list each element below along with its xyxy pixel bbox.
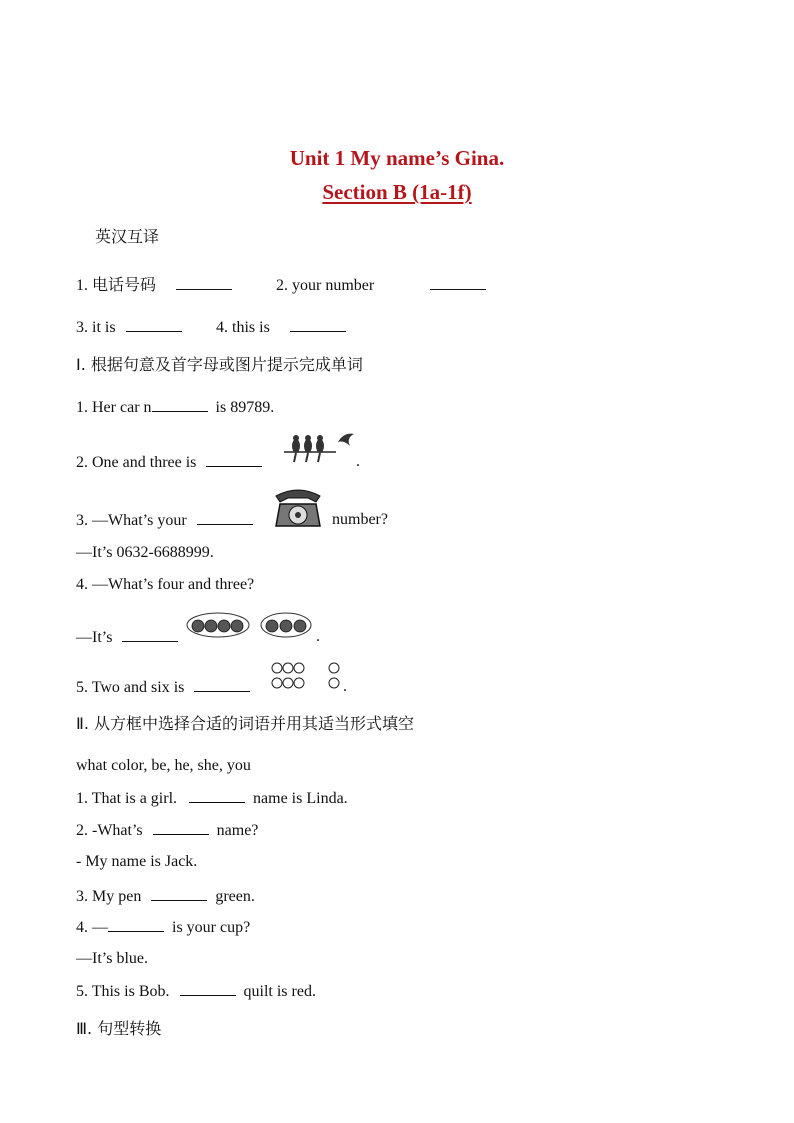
q-number: 1. xyxy=(76,277,88,294)
part1-q2: 2. One and three is xyxy=(76,452,262,473)
part3-heading: Ⅲ. 句型转换 xyxy=(76,1019,162,1038)
answer-blank[interactable] xyxy=(176,275,232,290)
part1-q4-answer: —It’s xyxy=(76,627,178,648)
part2-q1: 1. That is a girl. name is Linda. xyxy=(76,790,348,807)
part1-heading: Ⅰ. 根据句意及首字母或图片提示完成单词 xyxy=(76,355,363,374)
telephone-icon xyxy=(272,486,324,530)
part2-q5: 5. This is Bob. quilt is red. xyxy=(76,983,316,1000)
part1-q5-end: . xyxy=(343,678,347,695)
part2-q3: 3. My pen green. xyxy=(76,888,255,905)
answer-blank[interactable] xyxy=(126,317,182,332)
part2-q4-answer: —It’s blue. xyxy=(76,950,148,967)
answer-blank[interactable] xyxy=(108,917,164,932)
q-text: 3. it is xyxy=(76,319,116,336)
part1-q1: 1. Her car n is 89789. xyxy=(76,399,275,416)
answer-blank[interactable] xyxy=(152,397,208,412)
translate-row-3 xyxy=(76,317,182,338)
part1-q3-end: number? xyxy=(332,511,388,528)
translate-heading: 英汉互译 xyxy=(95,227,160,246)
part1-q2-end: . xyxy=(356,453,360,470)
answer-blank[interactable] xyxy=(189,788,245,803)
q-text: 4. this is xyxy=(216,319,270,336)
q-text: 2. your number xyxy=(276,277,375,294)
part2-q2: 2. -What’s name? xyxy=(76,822,259,839)
part1-q4-end: . xyxy=(316,628,320,645)
part1-q3-answer: —It’s 0632-6688999. xyxy=(76,544,214,561)
word-box: what color, be, he, she, you xyxy=(76,757,251,774)
part2-heading: Ⅱ. 从方框中选择合适的词语并用其适当形式填空 xyxy=(76,714,415,733)
section-title: Section B (1a-1f) xyxy=(322,180,472,204)
answer-blank[interactable] xyxy=(122,627,178,642)
answer-blank[interactable] xyxy=(153,820,209,835)
bears-icon xyxy=(270,660,344,692)
part1-q3: 3. —What’s your xyxy=(76,510,253,531)
answer-blank[interactable] xyxy=(206,452,262,467)
q-text: 电话号码 xyxy=(92,275,157,294)
page-title: Unit 1 My name’s Gina. xyxy=(289,146,505,170)
part1-q5: 5. Two and six is xyxy=(76,677,250,698)
answer-blank[interactable] xyxy=(180,981,236,996)
apples-group-icon xyxy=(186,612,316,638)
answer-blank[interactable] xyxy=(197,510,253,525)
birds-on-wire-icon xyxy=(284,428,356,468)
translate-row-1 xyxy=(76,275,232,296)
answer-blank[interactable] xyxy=(290,317,346,332)
translate-row-2 xyxy=(276,275,486,296)
part1-q4: 4. —What’s four and three? xyxy=(76,576,255,593)
part2-q4: 4. — is your cup? xyxy=(76,919,251,936)
answer-blank[interactable] xyxy=(151,886,207,901)
translate-row-4 xyxy=(216,317,346,338)
answer-blank[interactable] xyxy=(194,677,250,692)
answer-blank[interactable] xyxy=(430,275,486,290)
part2-q2-answer: - My name is Jack. xyxy=(76,853,198,870)
